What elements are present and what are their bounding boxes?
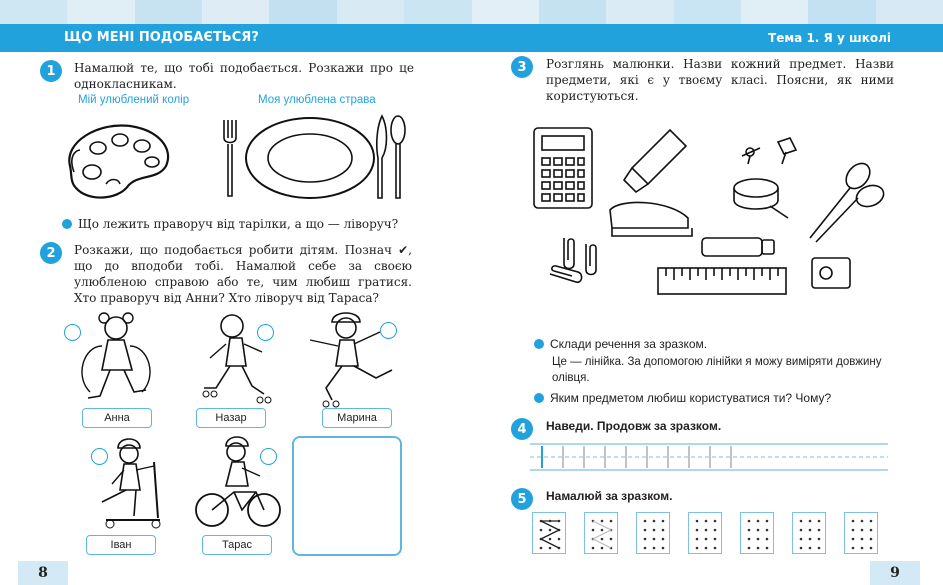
- strip-tile: [202, 0, 269, 24]
- bullet-icon: [534, 339, 544, 349]
- task-2-number: 2: [40, 242, 62, 264]
- dot-grid[interactable]: [636, 512, 670, 554]
- strip-tile: [876, 0, 943, 24]
- task-3-number: 3: [511, 56, 533, 78]
- strip-tile: [135, 0, 202, 24]
- bullet-icon: [534, 393, 544, 403]
- task-5-number: 5: [511, 488, 533, 510]
- school-objects-illustration: [520, 118, 896, 304]
- strip-tile: [808, 0, 875, 24]
- dot-grid[interactable]: [792, 512, 826, 554]
- task-3-example: Це — лінійка. За допомогою лінійки я можу виміряти довжину олівця.: [552, 356, 882, 384]
- strip-tile: [404, 0, 471, 24]
- strip-tile: [741, 0, 808, 24]
- strip-tile: [269, 0, 336, 24]
- strip-tile: [674, 0, 741, 24]
- task-5-text: Намалюй за зразком.: [546, 489, 673, 503]
- strip-tile: [539, 0, 606, 24]
- task-3-text: Розглянь малюнки. Назви кожний предмет. Назви предмети, які є у твоєму класі. Поясни, як ними користуються.: [546, 57, 894, 103]
- name-ivan: Іван: [86, 535, 156, 555]
- page-number-right: 9: [870, 561, 920, 585]
- dot-grid[interactable]: [844, 512, 878, 554]
- name-anna: Анна: [82, 408, 152, 428]
- dot-grid[interactable]: [688, 512, 722, 554]
- check-circle-ivan[interactable]: [91, 448, 108, 465]
- dot-grid[interactable]: [584, 512, 618, 554]
- topic-label: Тема 1. Я у школі: [768, 31, 891, 45]
- task-2-text: Розкажи, що подобається робити дітям. Познач ✔, що до вподоби тобі. Намалюй себе за своєю улюбленою справою або те, чим любиш гратися. Хто праворуч від Анни? Хто ліворуч від Тараса?: [74, 243, 412, 305]
- strip-tile: [606, 0, 673, 24]
- task-3-bullet-2-text: Яким предметом любиш користуватися ти? Чому?: [550, 391, 832, 405]
- name-marina: Марина: [322, 408, 392, 428]
- strip-tile: [67, 0, 134, 24]
- task-1-number: 1: [40, 60, 62, 82]
- task-3-bullet-1-text: Склади речення за зразком.: [550, 337, 708, 351]
- plate-illustration: [218, 108, 410, 206]
- check-circle-taras[interactable]: [260, 448, 277, 465]
- label-favorite-food: Моя улюблена страва: [258, 94, 376, 106]
- page-number-left: 8: [18, 561, 68, 585]
- task-3-bullet-2: [534, 390, 894, 406]
- check-circle-nazar[interactable]: [257, 324, 274, 341]
- task-1-question-text: Що лежить праворуч від тарілки, а що — ліворуч?: [78, 217, 399, 231]
- dot-grid[interactable]: [740, 512, 774, 554]
- name-taras: Тарас: [202, 535, 272, 555]
- ivan-illustration: [84, 432, 174, 532]
- taras-illustration: [190, 432, 286, 532]
- strip-tile: [472, 0, 539, 24]
- task-1-text: Намалюй те, що тобі подобається. Розкажи про це однокласникам.: [74, 61, 414, 91]
- name-nazar: Назар: [196, 408, 266, 428]
- sample-dot-grid: [532, 512, 566, 554]
- self-drawing-box[interactable]: [292, 436, 402, 556]
- palette-illustration: [58, 108, 178, 212]
- top-decorative-strip: [0, 0, 943, 24]
- task-4-text: Наведи. Продовж за зразком.: [546, 419, 722, 433]
- task-1-question: [62, 216, 422, 232]
- check-circle-anna[interactable]: [64, 324, 81, 341]
- tracing-lines[interactable]: [530, 440, 888, 474]
- page-title: ЩО МЕНІ ПОДОБАЄТЬСЯ?: [64, 30, 259, 45]
- check-circle-marina[interactable]: [380, 322, 397, 339]
- bullet-icon: [62, 219, 72, 229]
- anna-illustration: [68, 306, 164, 412]
- task-3-bullet-1: [534, 336, 894, 352]
- task-4-number: 4: [511, 418, 533, 440]
- strip-tile: [0, 0, 67, 24]
- strip-tile: [337, 0, 404, 24]
- label-favorite-color: Мій улюблений колір: [78, 94, 190, 106]
